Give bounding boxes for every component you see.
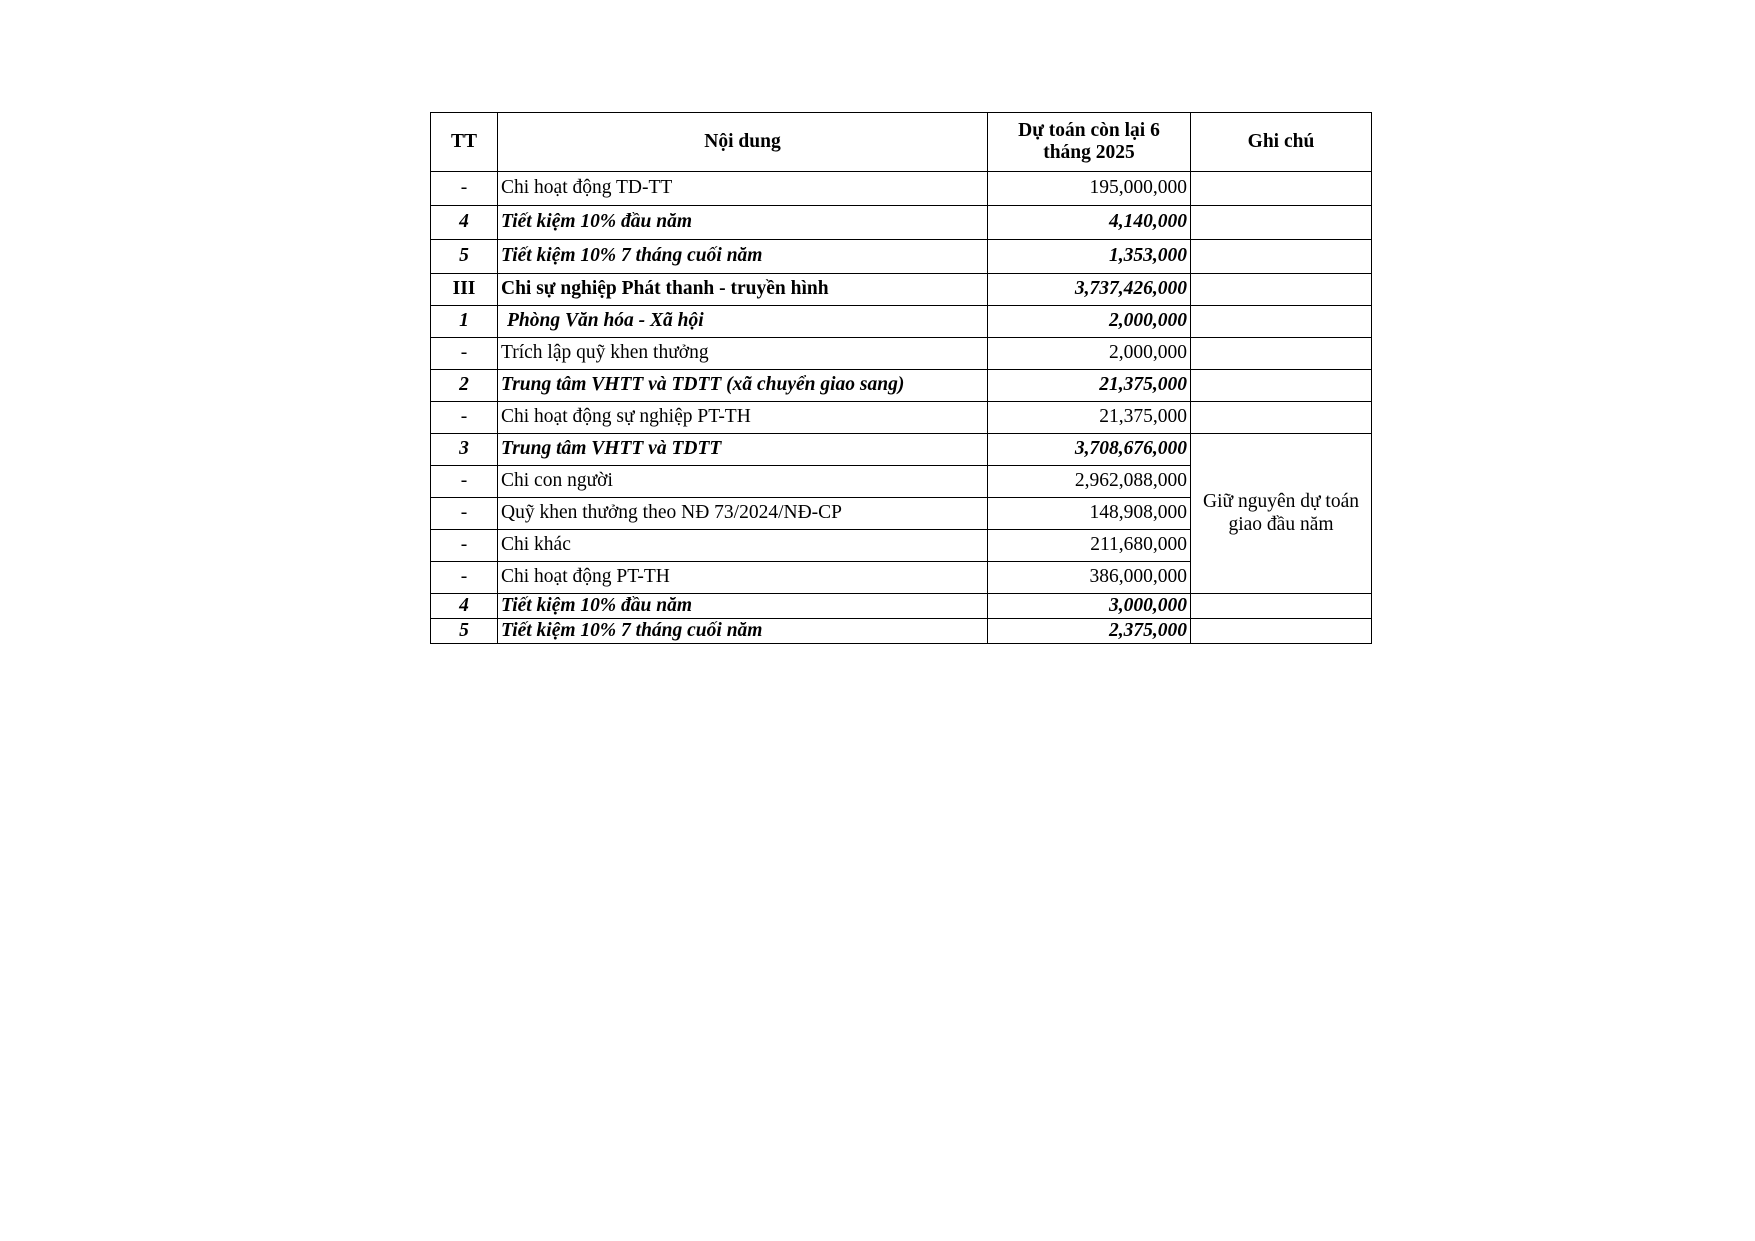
row-tt: 5 [431, 240, 498, 274]
row-tt: - [431, 530, 498, 562]
row-content: Chi hoạt động sự nghiệp PT-TH [498, 402, 988, 434]
row-amount: 3,000,000 [988, 594, 1191, 619]
row-tt: 4 [431, 206, 498, 240]
row-content: Chi sự nghiệp Phát thanh - truyền hình [498, 274, 988, 306]
table-row [431, 434, 1372, 466]
row-note [1191, 370, 1372, 402]
row-content: Tiết kiệm 10% đầu năm [498, 206, 988, 240]
row-amount: 386,000,000 [988, 562, 1191, 594]
header-tt: TT [431, 113, 498, 172]
budget-table [430, 112, 1372, 644]
row-note [1191, 172, 1372, 206]
table-row [431, 274, 1372, 306]
row-content: Chi hoạt động TD-TT [498, 172, 988, 206]
row-tt: - [431, 172, 498, 206]
row-amount: 3,708,676,000 [988, 434, 1191, 466]
header-row [431, 113, 1372, 172]
row-tt: - [431, 562, 498, 594]
row-content: Trung tâm VHTT và TDTT [498, 434, 988, 466]
row-note [1191, 274, 1372, 306]
row-content: Tiết kiệm 10% 7 tháng cuối năm [498, 240, 988, 274]
row-amount: 21,375,000 [988, 402, 1191, 434]
row-tt: - [431, 498, 498, 530]
table-row [431, 172, 1372, 206]
table-row [431, 402, 1372, 434]
row-content: Quỹ khen thưởng theo NĐ 73/2024/NĐ-CP [498, 498, 988, 530]
header-amount: Dự toán còn lại 6 tháng 2025 [988, 113, 1191, 172]
row-note [1191, 306, 1372, 338]
row-tt: 1 [431, 306, 498, 338]
row-note [1191, 619, 1372, 644]
table-row [431, 594, 1372, 619]
row-content: Tiết kiệm 10% 7 tháng cuối năm [498, 619, 988, 644]
row-amount: 4,140,000 [988, 206, 1191, 240]
row-tt: - [431, 338, 498, 370]
row-amount: 3,737,426,000 [988, 274, 1191, 306]
row-note [1191, 206, 1372, 240]
row-tt: 5 [431, 619, 498, 644]
header-note: Ghi chú [1191, 113, 1372, 172]
row-note [1191, 594, 1372, 619]
row-note [1191, 338, 1372, 370]
table-row [431, 370, 1372, 402]
row-tt: 4 [431, 594, 498, 619]
table-row [431, 619, 1372, 644]
row-amount: 2,000,000 [988, 306, 1191, 338]
row-amount: 2,962,088,000 [988, 466, 1191, 498]
row-tt: III [431, 274, 498, 306]
row-tt: 2 [431, 370, 498, 402]
row-tt: - [431, 402, 498, 434]
row-content: Phòng Văn hóa - Xã hội [498, 306, 988, 338]
table-row [431, 206, 1372, 240]
row-amount: 211,680,000 [988, 530, 1191, 562]
row-tt: 3 [431, 434, 498, 466]
row-note-merged: Giữ nguyên dự toán giao đầu năm [1191, 434, 1372, 594]
row-content: Tiết kiệm 10% đầu năm [498, 594, 988, 619]
row-content: Chi khác [498, 530, 988, 562]
row-amount: 1,353,000 [988, 240, 1191, 274]
row-content: Trích lập quỹ khen thưởng [498, 338, 988, 370]
row-amount: 2,000,000 [988, 338, 1191, 370]
table-row [431, 240, 1372, 274]
row-note [1191, 402, 1372, 434]
row-amount: 21,375,000 [988, 370, 1191, 402]
row-content: Trung tâm VHTT và TDTT (xã chuyển giao sang) [498, 370, 988, 402]
row-amount: 148,908,000 [988, 498, 1191, 530]
table-row [431, 338, 1372, 370]
row-amount: 195,000,000 [988, 172, 1191, 206]
row-amount: 2,375,000 [988, 619, 1191, 644]
header-content: Nội dung [498, 113, 988, 172]
row-tt: - [431, 466, 498, 498]
row-content: Chi con người [498, 466, 988, 498]
row-note [1191, 240, 1372, 274]
row-content: Chi hoạt động PT-TH [498, 562, 988, 594]
table-row [431, 306, 1372, 338]
